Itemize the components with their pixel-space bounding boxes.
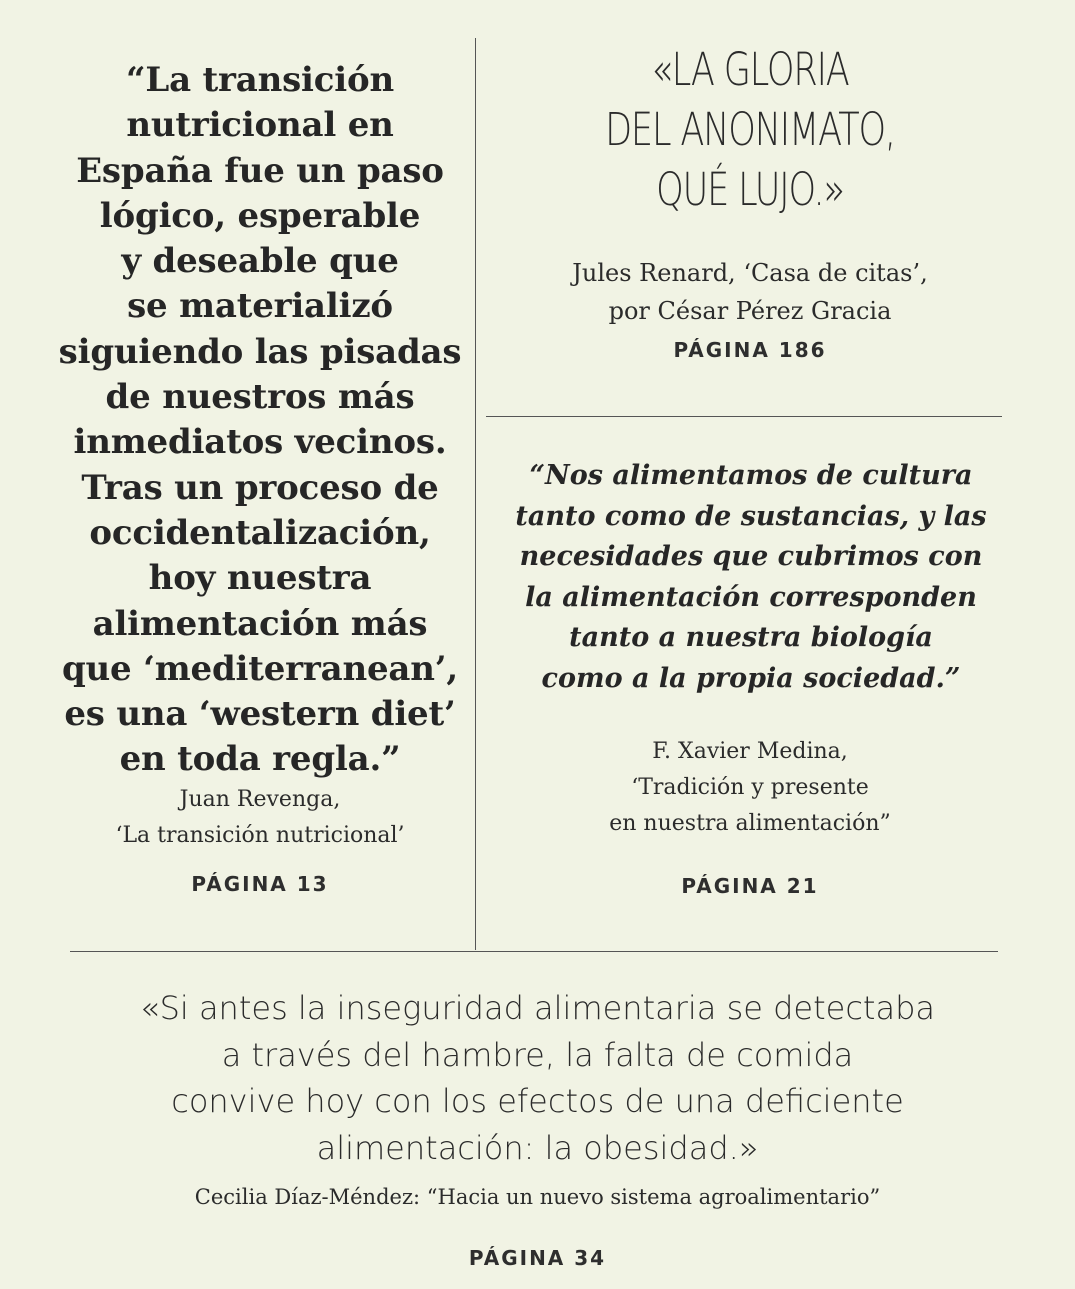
quote-line: occidentalización, xyxy=(89,512,431,553)
pull-quote-top-right xyxy=(555,40,945,220)
quote-line: hoy nuestra xyxy=(148,558,372,599)
quote-line: convive hoy con los efectos de una deficiente xyxy=(171,1082,904,1120)
quote-line: como a la propia sociedad.” xyxy=(541,662,961,694)
quote-line: «Si antes la inseguridad alimentaria se detectaba xyxy=(139,989,935,1027)
quote-attribution-top-right xyxy=(500,254,1000,330)
attribution-line: en nuestra alimentación” xyxy=(609,811,891,836)
quote-line: “Nos alimentamos de cultura xyxy=(529,460,973,491)
quote-line: alimentación más xyxy=(92,603,428,644)
page-reference-bottom: PÁGINA 34 xyxy=(468,1246,607,1270)
quote-attribution-bottom: Cecilia Díaz-Méndez: “Hacia un nuevo sistema agroalimentario” xyxy=(194,1185,881,1209)
page-reference-left: PÁGINA 13 xyxy=(191,872,329,896)
quote-attribution-mid-right xyxy=(500,734,1000,842)
horizontal-divider-bottom xyxy=(70,951,998,952)
quote-line: a través del hambre, la falta de comida xyxy=(221,1035,854,1074)
attribution-line: F. Xavier Medina, xyxy=(652,739,848,764)
pull-quote-bottom xyxy=(40,985,1035,1171)
quote-line: tanto a nuestra biología xyxy=(569,622,933,653)
quote-line: tanto como de sustancias, y las xyxy=(515,500,987,532)
pull-quote-mid-right xyxy=(496,456,1006,699)
quote-line: lógico, esperable xyxy=(99,195,421,236)
horizontal-divider-right xyxy=(486,416,1002,417)
quote-line: se materializó xyxy=(127,286,393,327)
pull-quote-left xyxy=(40,58,480,783)
quote-line: Tras un proceso de xyxy=(81,467,439,508)
quote-line: inmediatos vecinos. xyxy=(73,422,447,463)
quote-line: España fue un paso xyxy=(76,150,444,191)
quote-line: siguiendo las pisadas xyxy=(58,331,462,372)
attribution-line: por César Pérez Gracia xyxy=(608,297,892,325)
quote-line: nutricional en xyxy=(126,105,394,146)
quote-line: DEL ANONIMATO, xyxy=(605,103,895,156)
quote-line: la alimentación corresponden xyxy=(525,581,977,613)
attribution-line: ‘La transición nutricional’ xyxy=(115,823,405,848)
quote-line: de nuestros más xyxy=(105,377,415,418)
quote-line: “La transición xyxy=(126,60,394,100)
quote-line: QUÉ LUJO.» xyxy=(656,163,844,216)
quote-attribution-left xyxy=(40,782,480,854)
quote-line: alimentación: la obesidad.» xyxy=(316,1128,759,1167)
quote-line: y deseable que xyxy=(121,241,399,282)
page-reference-top-right: PÁGINA 186 xyxy=(673,338,827,362)
quote-line: «LA GLORIA xyxy=(651,43,849,96)
quote-line: es una ‘western diet’ xyxy=(64,694,456,735)
quote-line: que ‘mediterranean’, xyxy=(61,648,459,689)
quote-line: necesidades que cubrimos con xyxy=(519,541,983,572)
quote-line: en toda regla.” xyxy=(119,739,401,780)
attribution-line: ‘Tradición y presente xyxy=(631,775,869,800)
attribution-line: Jules Renard, ‘Casa de citas’, xyxy=(572,259,928,287)
attribution-line: Juan Revenga, xyxy=(179,787,341,812)
page-reference-mid-right: PÁGINA 21 xyxy=(681,874,819,898)
